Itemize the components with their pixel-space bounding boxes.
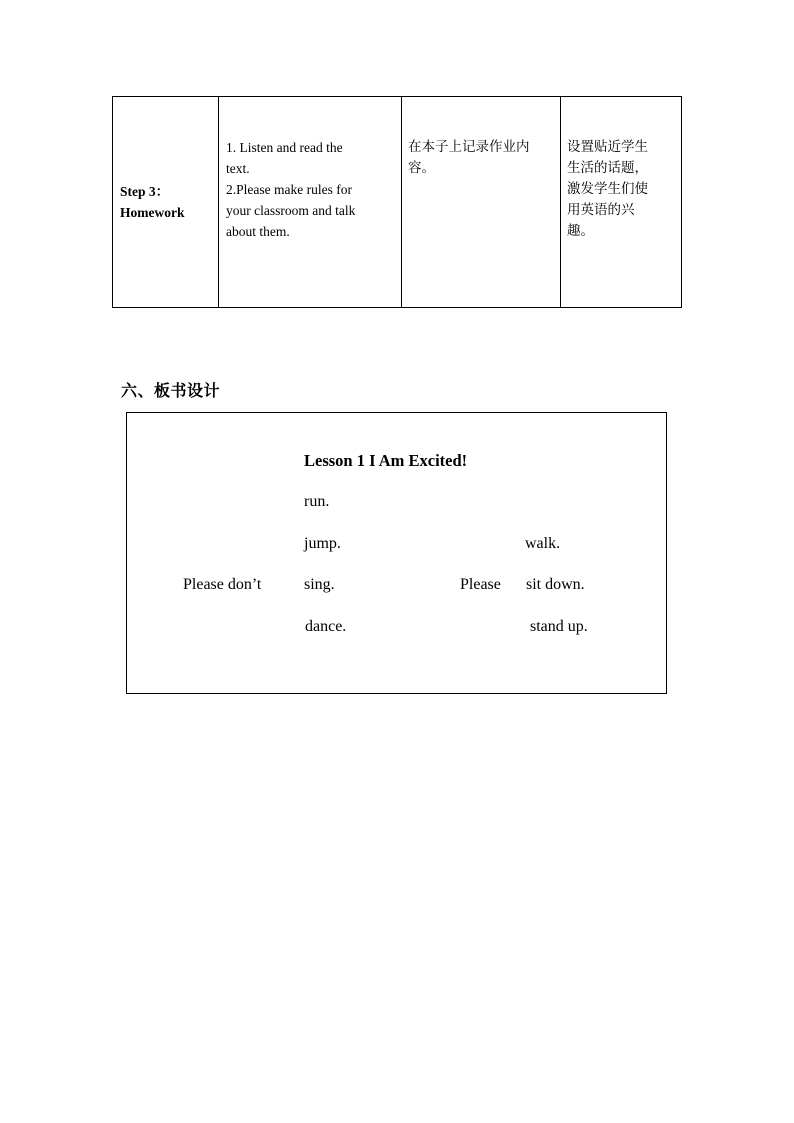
student-activity-line: 在本子上记录作业内 <box>408 139 530 155</box>
activity-line: your classroom and talk <box>226 203 356 218</box>
design-purpose-line: 激发学生们使 <box>567 181 648 197</box>
board-left-item: jump. <box>304 535 341 552</box>
design-purpose-line: 设置贴近学生 <box>567 139 648 155</box>
activity-line: 2.Please make rules for <box>226 182 352 197</box>
board-right-item: stand up. <box>530 618 588 635</box>
board-right-prefix: Please <box>460 576 501 593</box>
table-row <box>113 97 682 308</box>
board-left-item: dance. <box>305 618 347 635</box>
activity-line: about them. <box>226 224 290 239</box>
activity-line: 1. Listen and read the <box>226 140 343 155</box>
design-purpose-line: 生活的话题， <box>567 160 648 176</box>
board-title: Lesson 1 I Am Excited! <box>304 451 468 470</box>
board-right-item: walk. <box>525 535 561 552</box>
step-label: Step 3： <box>120 184 170 199</box>
board-left-item: sing. <box>304 576 335 593</box>
activity-line: text. <box>226 161 250 176</box>
board-right-item: sit down. <box>526 576 585 593</box>
lesson-step-table <box>112 96 682 308</box>
board-left-prefix: Please don’t <box>183 576 262 593</box>
student-activity-line: 容。 <box>408 160 435 176</box>
section-heading: 六、板书设计 <box>121 381 221 400</box>
step-cell <box>113 97 219 308</box>
teacher-activity-cell <box>219 97 402 308</box>
blackboard-design-box <box>126 412 667 694</box>
design-purpose-line: 趣。 <box>567 223 594 239</box>
design-purpose-cell <box>561 97 682 308</box>
step-name: Homework <box>120 205 185 220</box>
board-left-item: run. <box>304 493 330 510</box>
student-activity-cell <box>402 97 561 308</box>
design-purpose-line: 用英语的兴 <box>567 202 635 218</box>
